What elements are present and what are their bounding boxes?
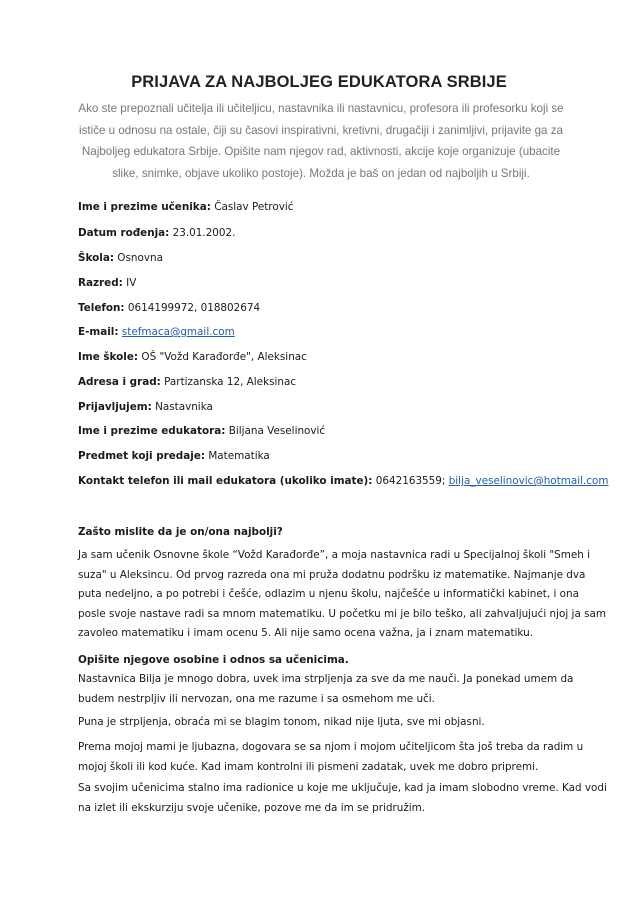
field-label: Adresa i grad: <box>78 376 161 388</box>
educator-email-link[interactable]: bilja_veselinovic@hotmail.com <box>448 475 609 487</box>
field-value: Časlav Petrović <box>214 201 294 213</box>
field-educator-contact <box>78 475 609 487</box>
answer-line: mojoj školi ili kod kuće. Kad imam kontrolni ili pismeni zadatak, uvek me dobro pripremi. <box>78 760 539 773</box>
question-heading-traits: Opišite njegove osobine i odnos sa učenicima. <box>78 654 349 666</box>
field-student-name <box>78 201 293 213</box>
field-label: Razred: <box>78 277 123 289</box>
field-label: Škola: <box>78 252 114 264</box>
answer-line: suza" u Aleksincu. Od prvog razreda ona mi pruža dodatnu podršku iz matematike. Najmanje dva <box>78 568 586 581</box>
field-label: Telefon: <box>78 302 125 314</box>
question-heading-why-best: Zašto mislite da je on/ona najbolji? <box>78 526 283 538</box>
answer-line: na izlet ili ekskurziju svoje učenike, pozove me da im se pridružim. <box>78 801 426 814</box>
field-school <box>78 252 163 264</box>
field-value: Biljana Veselinović <box>228 425 326 437</box>
answer-traits-p3 <box>78 738 584 777</box>
answer-line: budem nestrpljiv ili nervozan, ona me razume i sa osmehom me uči. <box>78 692 435 705</box>
field-label: Prijavljujem: <box>78 401 152 413</box>
field-school-name <box>78 351 307 363</box>
document-title: PRIJAVA ZA NAJBOLJEG EDUKATORA SRBIJE <box>131 73 507 91</box>
field-value: OŠ "Vožd Karađorđe", Aleksinac <box>141 351 307 363</box>
field-value: 23.01.2002. <box>172 227 236 239</box>
field-label: E-mail: <box>78 326 119 338</box>
answer-line: Ja sam učenik Osnovne škole “Vožd Karađorđe”, a moja nastavnica radi u Specijalnoj školi "Smeh i <box>78 549 591 561</box>
intro-line: ističe u odnosu na ostale, čiji su časovi inspirativni, kretivni, drugačiji i zanimljivi, prijavite ga za <box>79 123 563 137</box>
answer-line: posle svoje nastave radi sa mnom matematiku. U početku mi je bilo teško, ali zahvaljujući njoj ja sam <box>78 607 607 620</box>
field-email <box>78 326 235 338</box>
field-address <box>78 376 296 388</box>
field-label: Ime i prezime učenika: <box>78 201 211 213</box>
email-link[interactable]: stefmaca@gmail.com <box>121 326 235 338</box>
answer-line: puta nedeljno, a po potrebi i češće, odlazim u njenu školu, najčešće u informatički kabinet, i ona <box>78 588 579 601</box>
field-phone <box>78 302 260 314</box>
answer-line: Nastavnica Bilja je mnogo dobra, uvek ima strpljenja za sve da me nauči. Ja ponekad umem da <box>78 673 574 685</box>
answer-line: Prema mojoj mami je ljubazna, dogovara se sa njom i mojom učiteljicom šta još treba da radim u <box>78 741 584 753</box>
field-subject <box>78 450 270 462</box>
field-value: Partizanska 12, Aleksinac <box>164 376 297 388</box>
intro-line: Najboljeg edukatora Srbije. Opišite nam njegov rad, aktivnosti, akcije koje organizuje (ubacite <box>81 145 561 158</box>
field-label: Predmet koji predaje: <box>78 450 206 462</box>
field-label: Ime škole: <box>78 351 139 363</box>
field-nominating <box>78 401 213 413</box>
answer-line: Puna je strpljenja, obraća mi se blagim tonom, nikad nije ljuta, sve mi objasni. <box>78 716 485 728</box>
field-value: Nastavnika <box>155 401 213 413</box>
answer-why-best <box>78 546 607 644</box>
field-grade <box>78 277 136 289</box>
field-value: Osnovna <box>117 252 163 264</box>
field-value: 0614199972, 018802674 <box>127 302 261 314</box>
intro-line: slike, snimke, objave ukoliko postoje). Možda je baš on jedan od najboljih u Srbiji. <box>112 166 530 180</box>
field-label: Datum rođenja: <box>78 227 170 239</box>
field-value: 0642163559; <box>375 475 446 487</box>
field-label: Kontakt telefon ili mail edukatora (ukoliko imate): <box>78 475 373 487</box>
answer-line: zavoleo matematiku i imam ocenu 5. Ali nije samo ocena važna, ja i znam matematiku. <box>78 627 534 640</box>
field-birth-date <box>78 227 235 239</box>
intro-paragraph <box>74 98 568 184</box>
intro-line: Ako ste prepoznali učitelja ili učiteljicu, nastavnika ili nastavnicu, profesora ili profesorku koji se <box>78 102 564 115</box>
field-educator-name <box>78 425 325 437</box>
field-label: Ime i prezime edukatora: <box>78 425 226 437</box>
field-value: Matematika <box>208 450 270 462</box>
answer-line: Sa svojim učenicima stalno ima radionice u koje me uključuje, kad ja imam slobodno vreme. Kad vodi <box>78 782 607 794</box>
answer-traits-p2 <box>78 713 568 733</box>
field-value: IV <box>126 277 137 289</box>
answer-traits-p1 <box>78 670 574 709</box>
answer-traits-p4 <box>78 779 607 818</box>
